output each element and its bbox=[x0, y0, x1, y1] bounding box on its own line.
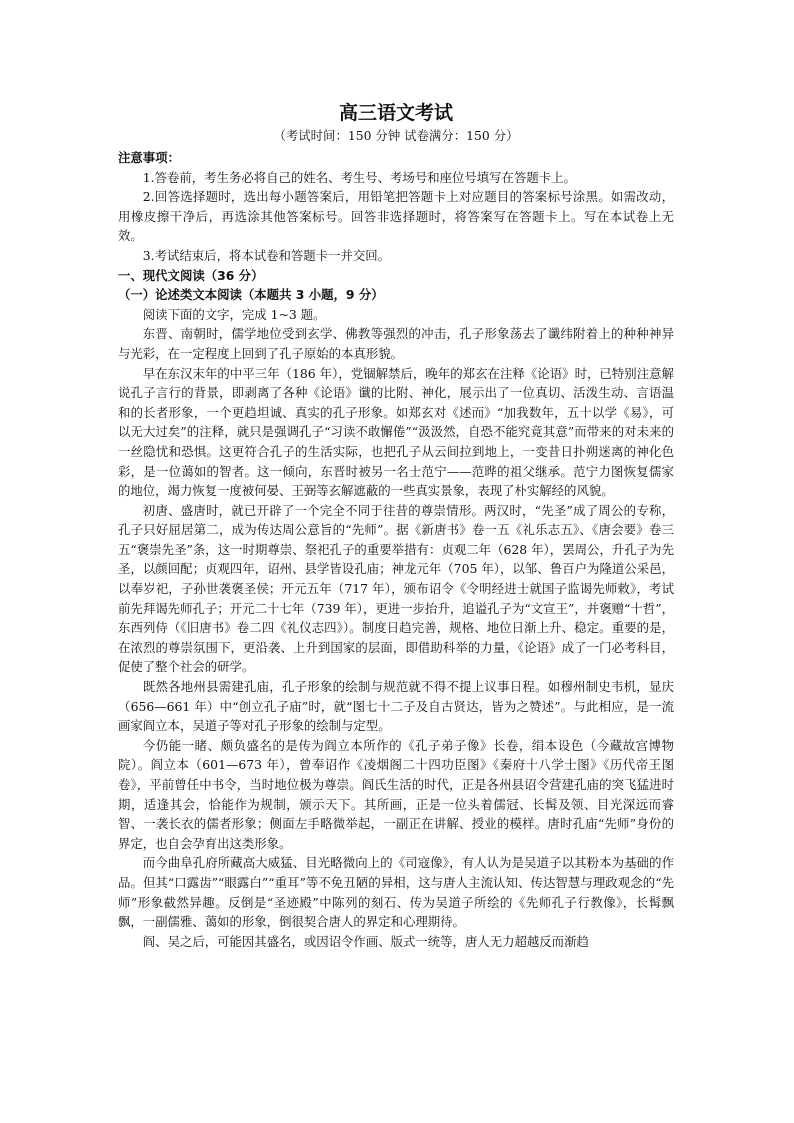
notice-item: 2.回答选择题时，选出每小题答案后，用铅笔把答题卡上对应题目的答案标号涂黑。如需改动，用橡皮擦干净后，再选涂其他答案标号。回答非选择题时，将答案写在答题卡上。写在本试卷上无效。 bbox=[118, 189, 674, 244]
notice-item: 1.答卷前，考生务必将自己的姓名、考生号、考场号和座位号填写在答题卡上。 bbox=[142, 169, 576, 185]
passage-paragraph: 阎、吴之后，可能因其盛名，或因诏令作画、版式一统等，唐人无力超越反而渐趋 bbox=[142, 933, 589, 949]
section-heading: 一、现代文阅读（36 分） bbox=[118, 267, 264, 283]
notice-item: 3.考试结束后，将本试卷和答题卡一并交回。 bbox=[142, 247, 391, 263]
passage-paragraph: 东晋、南朝时，儒学地位受到玄学、佛教等强烈的冲击，孔子形象荡去了谶纬附着上的种种神异与光彩，在一定程度上回到了孔子原始的本真形貌。 bbox=[118, 326, 674, 361]
passage-paragraph: 今仍能一睹、颇负盛名的是传为阎立本所作的《孔子弟子像》长卷，绢本设色（今藏故宫博物院）。阎立本（601—673 年），曾奉诏作《凌烟阁二十四功臣图》《秦府十八学士图》《历代帝王图卷》，平前曾任中书令，当时地位极为尊崇。阎氏生活的时代，正是各州县诏令营建孔庙的突飞猛进时期，适逢其会，恰能作为规制，颁示天下。其所画，正是一位头着儒冠、长髯及领、目光深远而睿智、一袭长衣的儒者形象；侧面左手略微举起，一副正在讲解、授业的模样。唐时孔庙“先师”身份的界定，也自会孕育出这类形象。 bbox=[118, 737, 674, 851]
passage-paragraph: 既然各地州县需建孔庙，孔子形象的绘制与规范就不得不提上议事日程。如穆州制史韦机，显庆（656—661 年）中“创立孔子庙”时，就“图七十二子及自古贤达，皆为之赞述”。与此相应，是一流画家阎立本，吴道子等对孔子形象的绘制与定型。 bbox=[118, 679, 674, 734]
notice-section bbox=[118, 148, 674, 266]
reading-instruction: 阅读下面的文字，完成 1~3 题。 bbox=[142, 306, 326, 322]
passage-paragraph: 初唐、盛唐时，就已开辟了一个完全不同于往昔的尊崇情形。两汉时，“先圣”成了周公的专称，孔子只好屈居第二，成为传达周公意旨的“先师”。据《新唐书》卷一五《礼乐志五》、《唐会要》卷三五“褒崇先圣”条，这一时期尊崇、祭祀孔子的重要举措有：贞观二年（628 年），罢周公，升孔子为先圣，以颜回配；贞观四年，诏州、县学皆设孔庙；神龙元年（705 年），以邹、鲁百户为隆道公采邑，以奉岁祀，子孙世袭褒圣侯；开元五年（717 年），颁布诏令《令明经进士就国子监谒先师敕》，考试前先拜谒先师孔子；开元二十七年（739 年），更进一步抬升，追谥孔子为“文宣王”，并褒赠“十哲”，东西列侍（《旧唐书》卷二四《礼仪志四》）。制度日趋完善，规格、地位日渐上升、稳定。重要的是，在浓烈的尊崇氛围下，更沿袭、上升到国家的层面，即借助科举的力量，《论语》成了一门必考科目，促使了整个社会的研学。 bbox=[118, 502, 674, 675]
section-modern-reading bbox=[118, 266, 674, 952]
exam-title: 高三语文考试 bbox=[338, 102, 453, 124]
exam-page bbox=[118, 100, 674, 951]
passage-paragraph: 而今曲阜孔府所藏高大威猛、目光略微向上的《司寇像》，有人认为是吴道子以其粉本为基础的作品。但其“口露齿”“眼露白”“重耳”等不免丑陋的异相，这与唐人主流认知、传达智慧与理政观念的“先师”形象截然异趣。反倒是“圣迹殿”中陈列的刻石、传为吴道子所绘的《先师孔子行教像》，长髯飘飘，一副儒雅、蔼如的形象，倒很契合唐人的界定和心理期待。 bbox=[118, 855, 674, 930]
exam-subtitle: （考试时间：150 分钟 试卷满分：150 分） bbox=[273, 128, 519, 143]
notice-heading: 注意事项： bbox=[118, 150, 180, 165]
subsection-heading: （一）论述类文本阅读（本题共 3 小题，9 分） bbox=[118, 287, 384, 303]
passage-paragraph: 早在东汉末年的中平三年（186 年），党锢解禁后，晚年的郑玄在注释《论语》时，已特别注意解说孔子言行的背景，即剥离了各种《论语》谶的比附、神化，展示出了一位真切、活泼生动、言语温和的长者形象，一个更趋坦诚、真实的孔子形象。如郑玄对《述而》“加我数年，五十以学《易》，可以无大过矣”的注释，就只是强调孔子“习读不敢懈倦”“汲汲然，自恐不能究竟其意”而带来的对未来的一丝隐忧和恐惧。这更符合孔子的生活实际，也把孔子从云间拉到地上，一变昔日扑朔迷离的神化色彩，是一位蔼如的智者。这一倾向，东晋时被另一名士范宁——范晔的祖父继承。范宁力图恢复儒家的地位，竭力恢复一度被何晏、王弼等玄解遮蔽的一些真实景象，表现了朴实解经的风貌。 bbox=[118, 365, 674, 499]
